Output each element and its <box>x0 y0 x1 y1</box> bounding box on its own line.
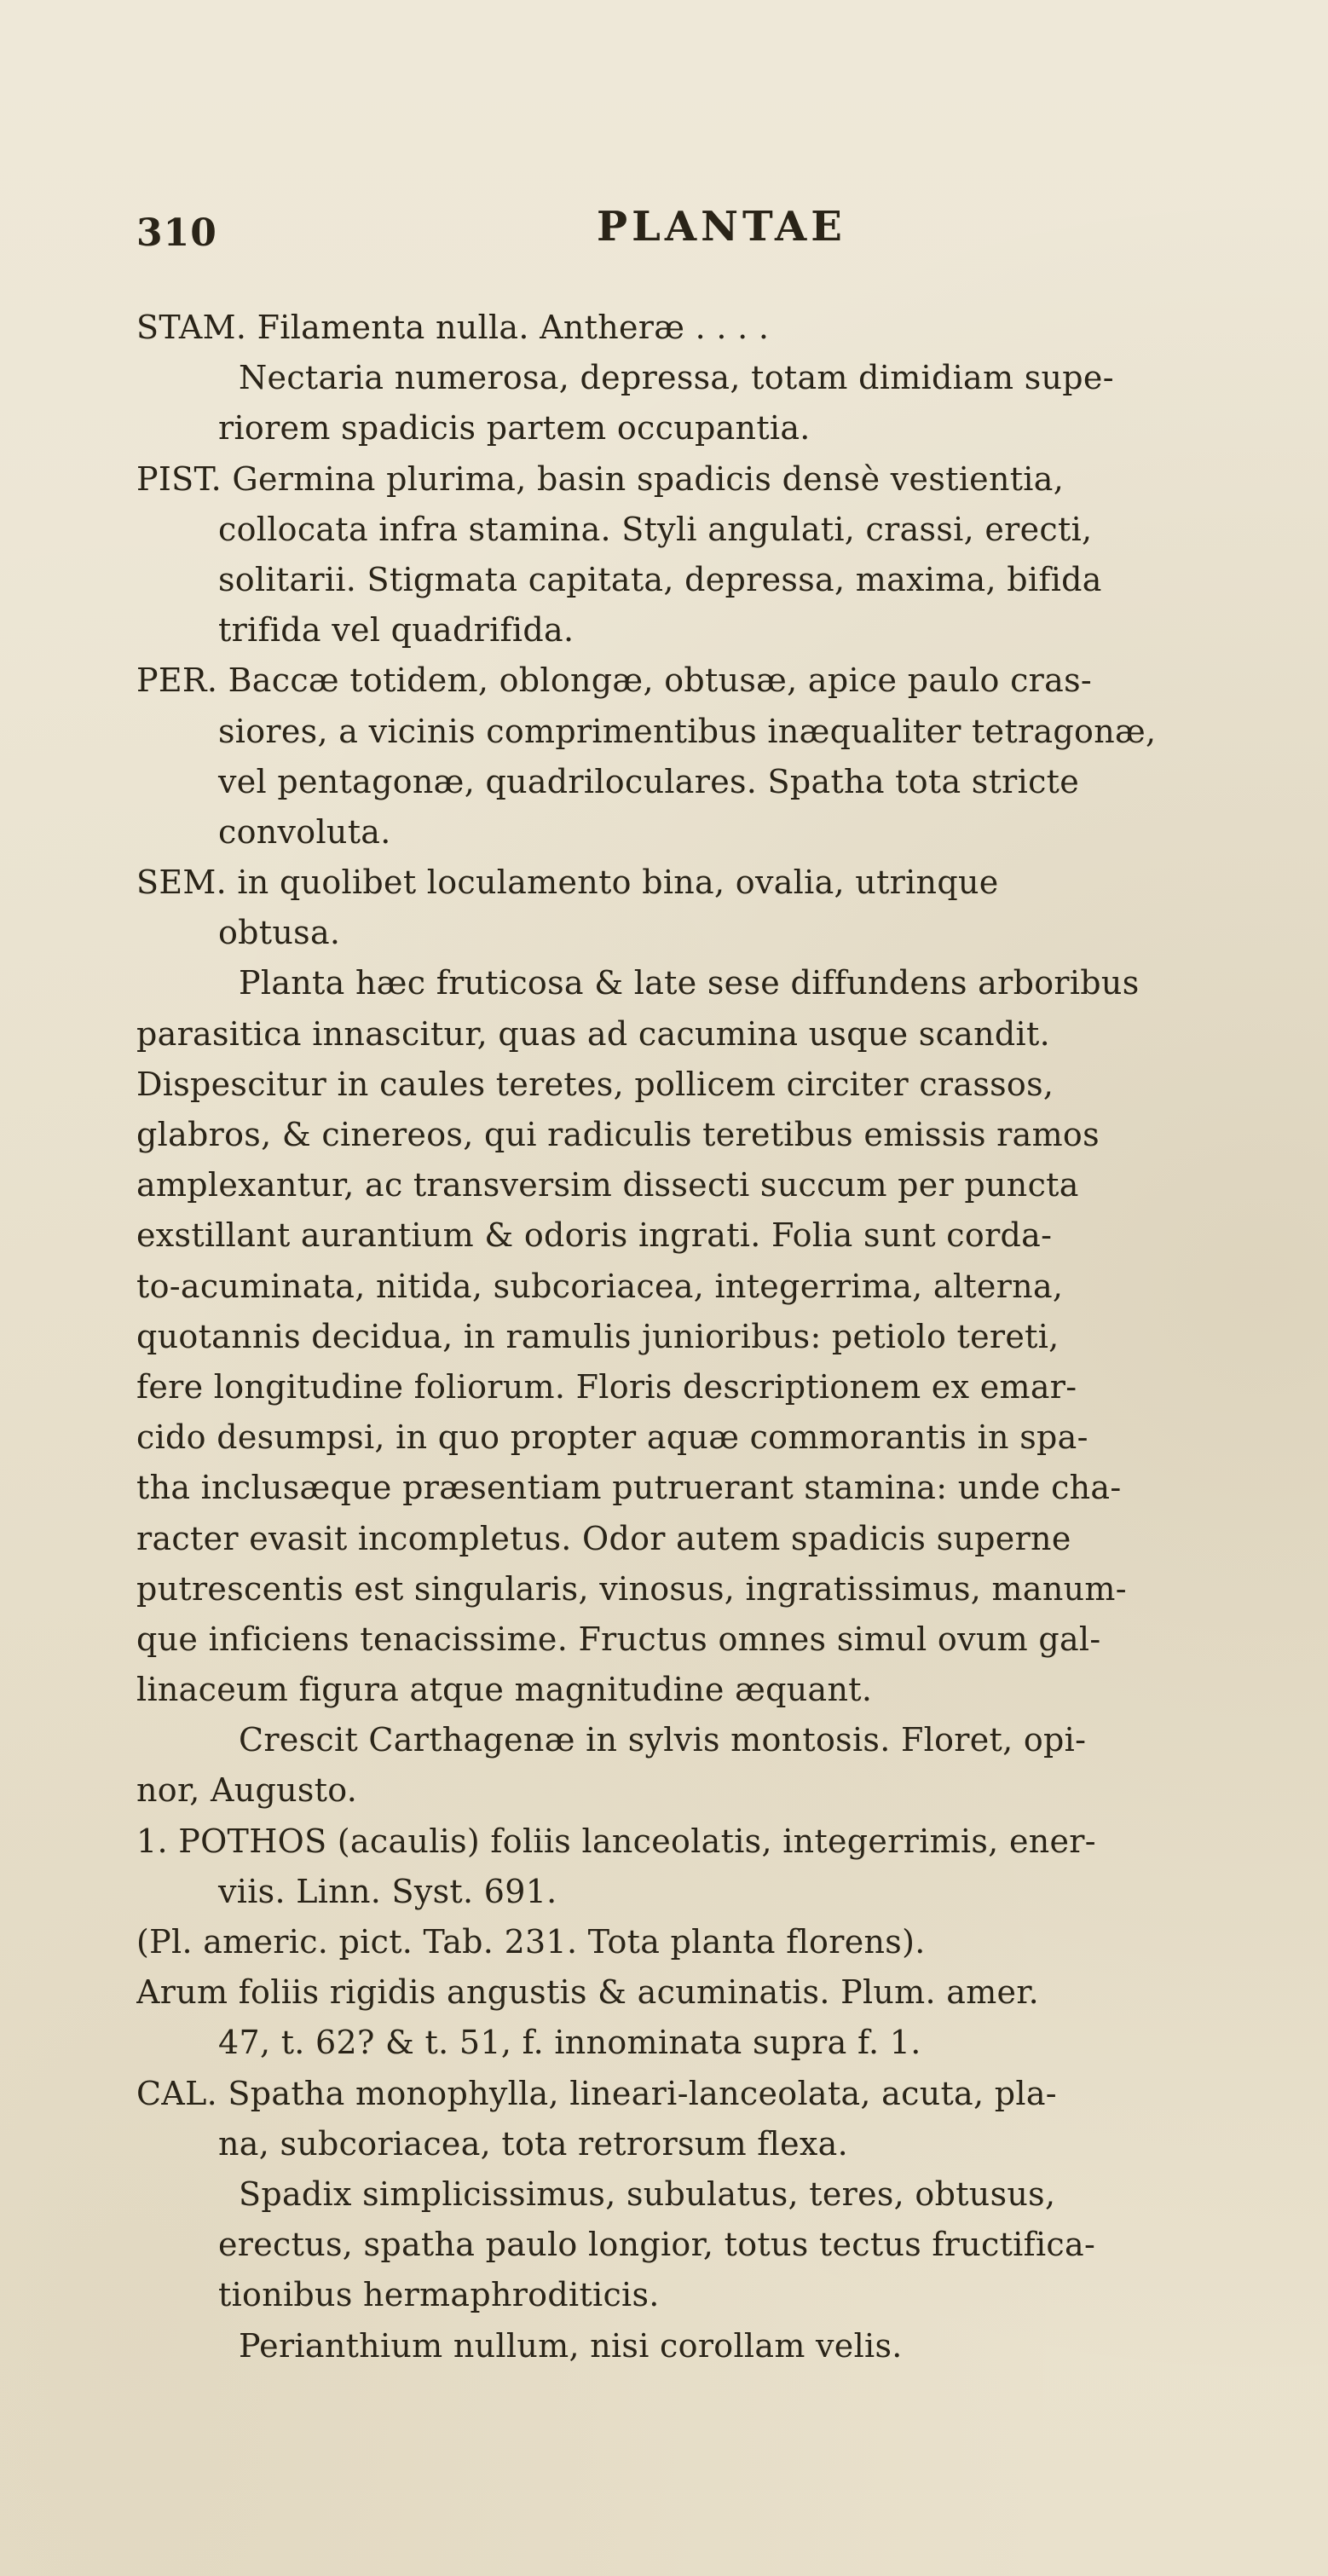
text-line: obtusa. <box>218 914 341 952</box>
text-line: Perianthium nullum, nisi corollam velis. <box>239 2326 903 2365</box>
text-line: Dispescitur in caules teretes, pollicem circiter crassos, <box>136 1065 1054 1103</box>
text-line: Planta hæc fruticosa & late sese diffundens arboribus <box>239 964 1140 1002</box>
text-line: PIST. Germina plurima, basin spadicis densè vestientia, <box>136 459 1065 498</box>
text-line: trifida vel quadrifida. <box>218 611 575 650</box>
text-line: 47, t. 62? & t. 51, f. innominata supra f. 1. <box>218 2024 921 2062</box>
text-line: to-acuminata, nitida, subcoriacea, integerrima, alterna, <box>136 1267 1064 1305</box>
text-line: cido desumpsi, in quo propter aquæ commorantis in spa- <box>136 1418 1088 1457</box>
text-line: exstillant aurantium & odoris ingrati. Folia sunt corda- <box>136 1216 1053 1255</box>
text-line: vel pentagonæ, quadriloculares. Spatha tota stricte <box>218 762 1080 800</box>
page-header <box>136 203 1270 263</box>
text-line: tha inclusæque præsentiam putruerant stamina: unde cha- <box>136 1469 1122 1507</box>
text-line: PER. Baccæ totidem, oblongæ, obtusæ, apice paulo cras- <box>136 661 1093 700</box>
text-line: Arum foliis rigidis angustis & acuminatis. Plum. amer. <box>136 1973 1040 2012</box>
text-line: racter evasit incompletus. Odor autem spadicis superne <box>136 1519 1071 1557</box>
species-heading: 1. POTHOS (acaulis) foliis lanceolatis, integerrimis, ener- <box>136 1822 1096 1860</box>
text-line: (Pl. americ. pict. Tab. 231. Tota planta florens). <box>136 1923 926 1961</box>
text-line: Crescit Carthagenæ in sylvis montosis. Floret, opi- <box>239 1721 1087 1759</box>
text-line: riorem spadicis partem occupantia. <box>218 409 811 448</box>
text-line: erectus, spatha paulo longior, totus tectus fructifica- <box>218 2226 1096 2264</box>
text-line: glabros, & cinereos, qui radiculis teretibus emissis ramos <box>136 1116 1100 1153</box>
text-line: tionibus hermaphroditicis. <box>218 2276 660 2314</box>
text-line: siores, a vicinis comprimentibus inæqualiter tetragonæ, <box>218 712 1157 750</box>
page-number: 310 <box>136 211 217 255</box>
text-line: CAL. Spatha monophylla, lineari-lanceolata, acuta, pla- <box>136 2074 1057 2112</box>
text-line: parasitica innascitur, quas ad cacumina usque scandit. <box>136 1014 1050 1053</box>
text-line: SEM. in quolibet loculamento bina, ovalia, utrinque <box>136 863 999 902</box>
text-line: Spadix simplicissimus, subulatus, teres, obtusus, <box>239 2175 1056 2213</box>
text-line: nor, Augusto. <box>136 1771 358 1810</box>
text-line: convoluta. <box>218 812 391 851</box>
text-line: Nectaria numerosa, depressa, totam dimidiam supe- <box>239 359 1114 397</box>
text-line: collocata infra stamina. Styli angulati, crassi, erecti, <box>218 510 1093 548</box>
body-text <box>136 303 1304 2371</box>
text-line: viis. Linn. Syst. 691. <box>218 1872 557 1910</box>
text-line: STAM. Filamenta nulla. Antheræ . . . . <box>136 309 770 346</box>
text-line: fere longitudine foliorum. Floris descriptionem ex emar- <box>136 1367 1077 1406</box>
text-line: linaceum figura atque magnitudine æquant. <box>136 1671 873 1709</box>
text-line: na, subcoriacea, tota retrorsum flexa. <box>218 2124 848 2163</box>
running-title: PLANTAE <box>597 203 846 251</box>
text-line: putrescentis est singularis, vinosus, ingratissimus, manum- <box>136 1569 1127 1608</box>
text-line: que inficiens tenacissime. Fructus omnes simul ovum gal- <box>136 1620 1101 1658</box>
text-line: quotannis decidua, in ramulis junioribus: petiolo tereti, <box>136 1317 1060 1355</box>
text-line: amplexantur, ac transversim dissecti succum per puncta <box>136 1166 1079 1204</box>
text-line: solitarii. Stigmata capitata, depressa, maxima, bifida <box>218 560 1102 598</box>
